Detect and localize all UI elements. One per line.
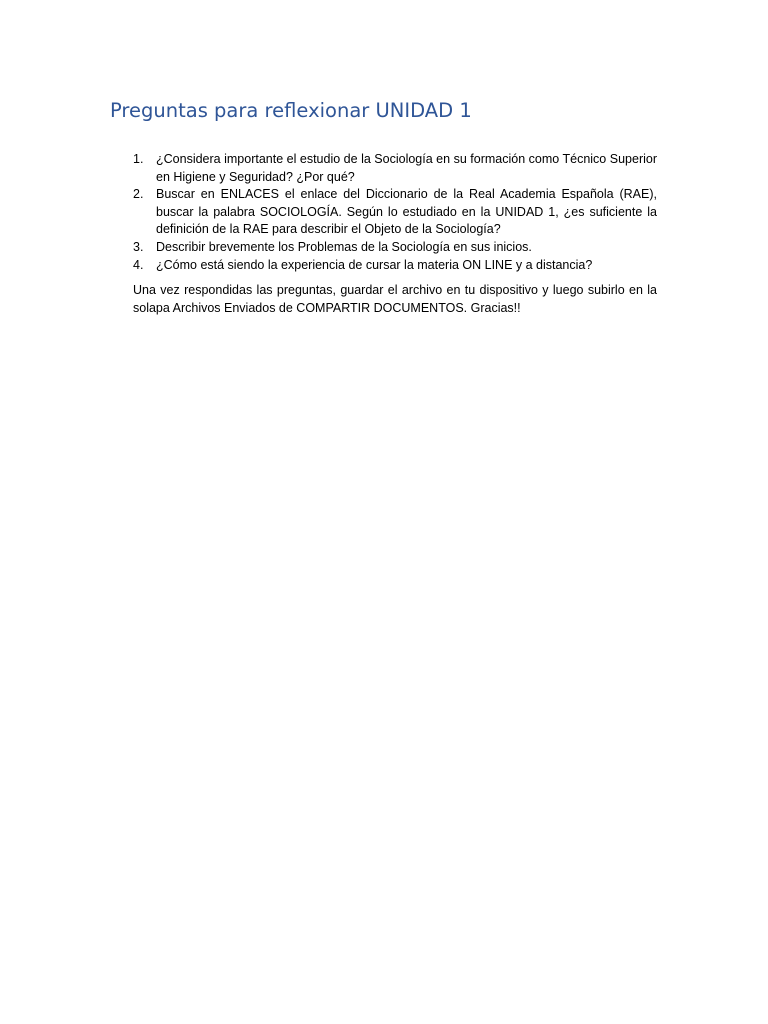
- question-text: ¿Cómo está siendo la experiencia de cursar la materia ON LINE y a distancia?: [156, 257, 593, 272]
- document-body: [133, 151, 657, 317]
- question-item-4: [133, 257, 657, 275]
- question-text: ¿Considera importante el estudio de la Sociología en su formación como Técnico Superior en Higiene y Seguridad? ¿Por qué?: [156, 152, 657, 184]
- question-text: Describir brevemente los Problemas de la Sociología en sus inicios.: [156, 239, 532, 254]
- question-item-3: [133, 239, 657, 257]
- document-title: Preguntas para reflexionar UNIDAD 1: [110, 99, 472, 122]
- question-number: 3.: [133, 239, 144, 254]
- question-number: 4.: [133, 257, 144, 272]
- question-number: 2.: [133, 187, 144, 202]
- question-item-1: [133, 151, 657, 186]
- closing-paragraph: Una vez respondidas las preguntas, guardar el archivo en tu dispositivo y luego subirlo en la solapa Archivos Enviados de COMPARTIR DOCUMENTOS. Gracias!!: [133, 283, 657, 315]
- question-item-2: [133, 186, 657, 239]
- question-text: Buscar en ENLACES el enlace del Diccionario de la Real Academia Española (RAE), buscar la palabra SOCIOLOGÍA. Según lo estudiado en la UNIDAD 1, ¿es suficiente la definición de la RAE para describir el Objeto de la Sociología?: [156, 187, 657, 237]
- questions-list: [133, 151, 657, 274]
- question-number: 1.: [133, 152, 144, 166]
